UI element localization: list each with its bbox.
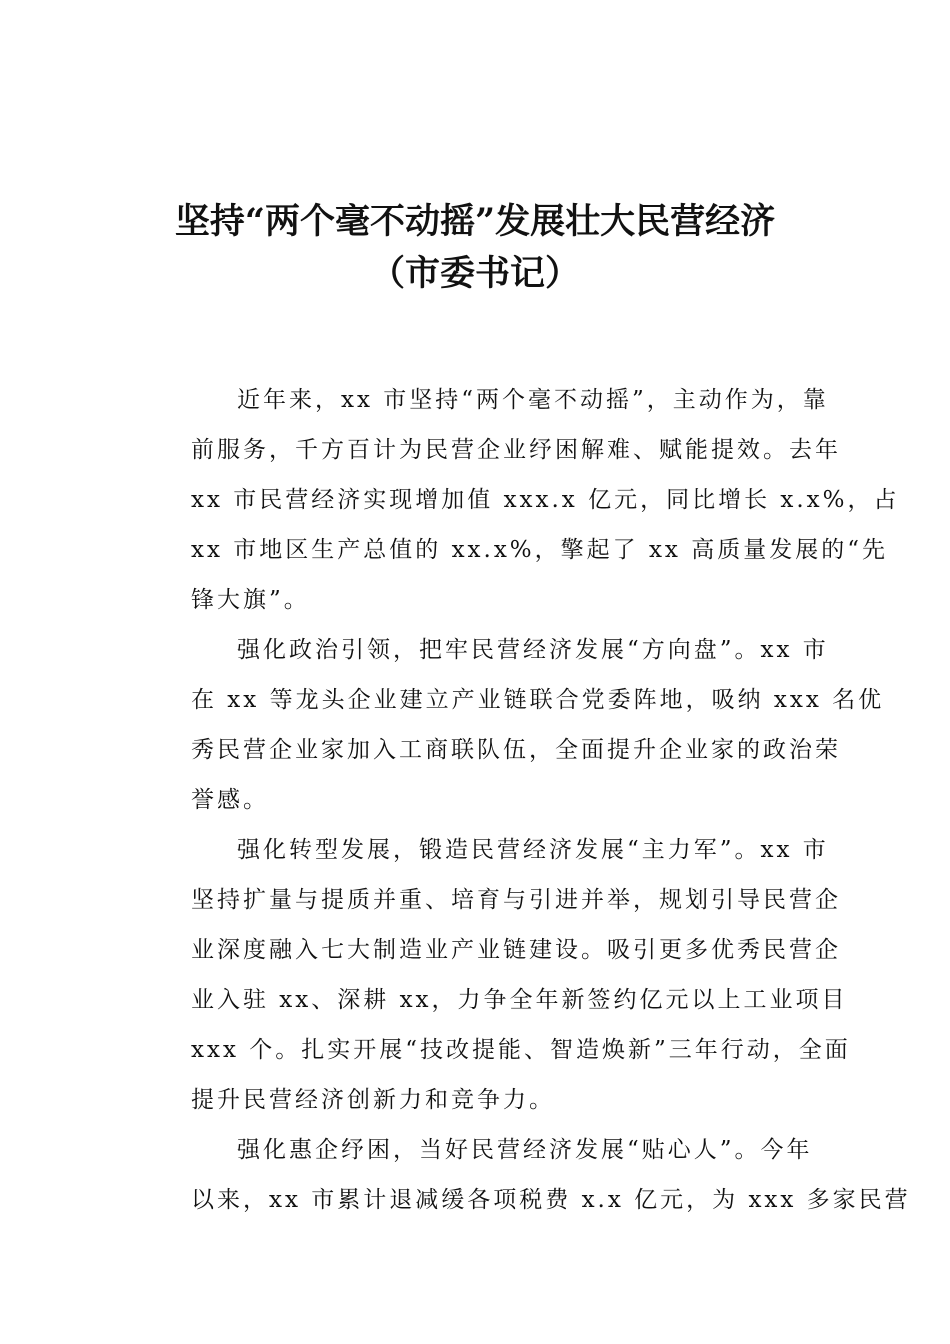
- text-line: 以来，xx 市累计退减缓各项税费 x.x 亿元，为 xxx 多家民营: [191, 1187, 911, 1213]
- paragraph-relief: [145, 1125, 911, 1225]
- text-line: 锋大旗”。: [191, 587, 310, 613]
- text-line: 近年来，xx 市坚持“两个毫不动摇”，主动作为，靠: [237, 387, 829, 413]
- paragraph-intro: [145, 375, 900, 625]
- paragraph-transformation: [145, 825, 851, 1125]
- text-line: 前服务，千方百计为民营企业纾困解难、赋能提效。去年: [191, 437, 841, 463]
- text-line: 强化转型发展，锻造民营经济发展“主力军”。xx 市: [237, 837, 829, 863]
- text-line: 强化政治引领，把牢民营经济发展“方向盘”。xx 市: [237, 637, 829, 663]
- text-line: 提升民营经济创新力和竞争力。: [191, 1087, 555, 1113]
- text-line: 坚持扩量与提质并重、培育与引进并举，规划引导民营企: [191, 887, 841, 913]
- title-line-author: （市委书记）: [369, 253, 580, 294]
- text-line: 业深度融入七大制造业产业链建设。吸引更多优秀民营企: [191, 937, 841, 963]
- text-line: 秀民营企业家加入工商联队伍，全面提升企业家的政治荣: [191, 737, 841, 763]
- document-body: [145, 375, 911, 1225]
- text-line: 在 xx 等龙头企业建立产业链联合党委阵地，吸纳 xxx 名优: [191, 687, 885, 713]
- text-line: xxx 个。扎实开展“技改提能、智造焕新”三年行动，全面: [191, 1037, 851, 1063]
- text-line: 誉感。: [191, 787, 269, 813]
- document-title: [145, 196, 805, 300]
- text-line: 强化惠企纾困，当好民营经济发展“贴心人”。今年: [237, 1137, 813, 1163]
- paragraph-political-guidance: [145, 625, 885, 825]
- title-line-main: 坚持“两个毫不动摇”发展壮大民营经济: [174, 201, 776, 242]
- text-line: 业入驻 xx、深耕 xx，力争全年新签约亿元以上工业项目: [191, 987, 848, 1013]
- text-line: xx 市地区生产总值的 xx.x%，擎起了 xx 高质量发展的“先: [191, 537, 888, 563]
- text-line: xx 市民营经济实现增加值 xxx.x 亿元，同比增长 x.x%，占: [191, 487, 900, 513]
